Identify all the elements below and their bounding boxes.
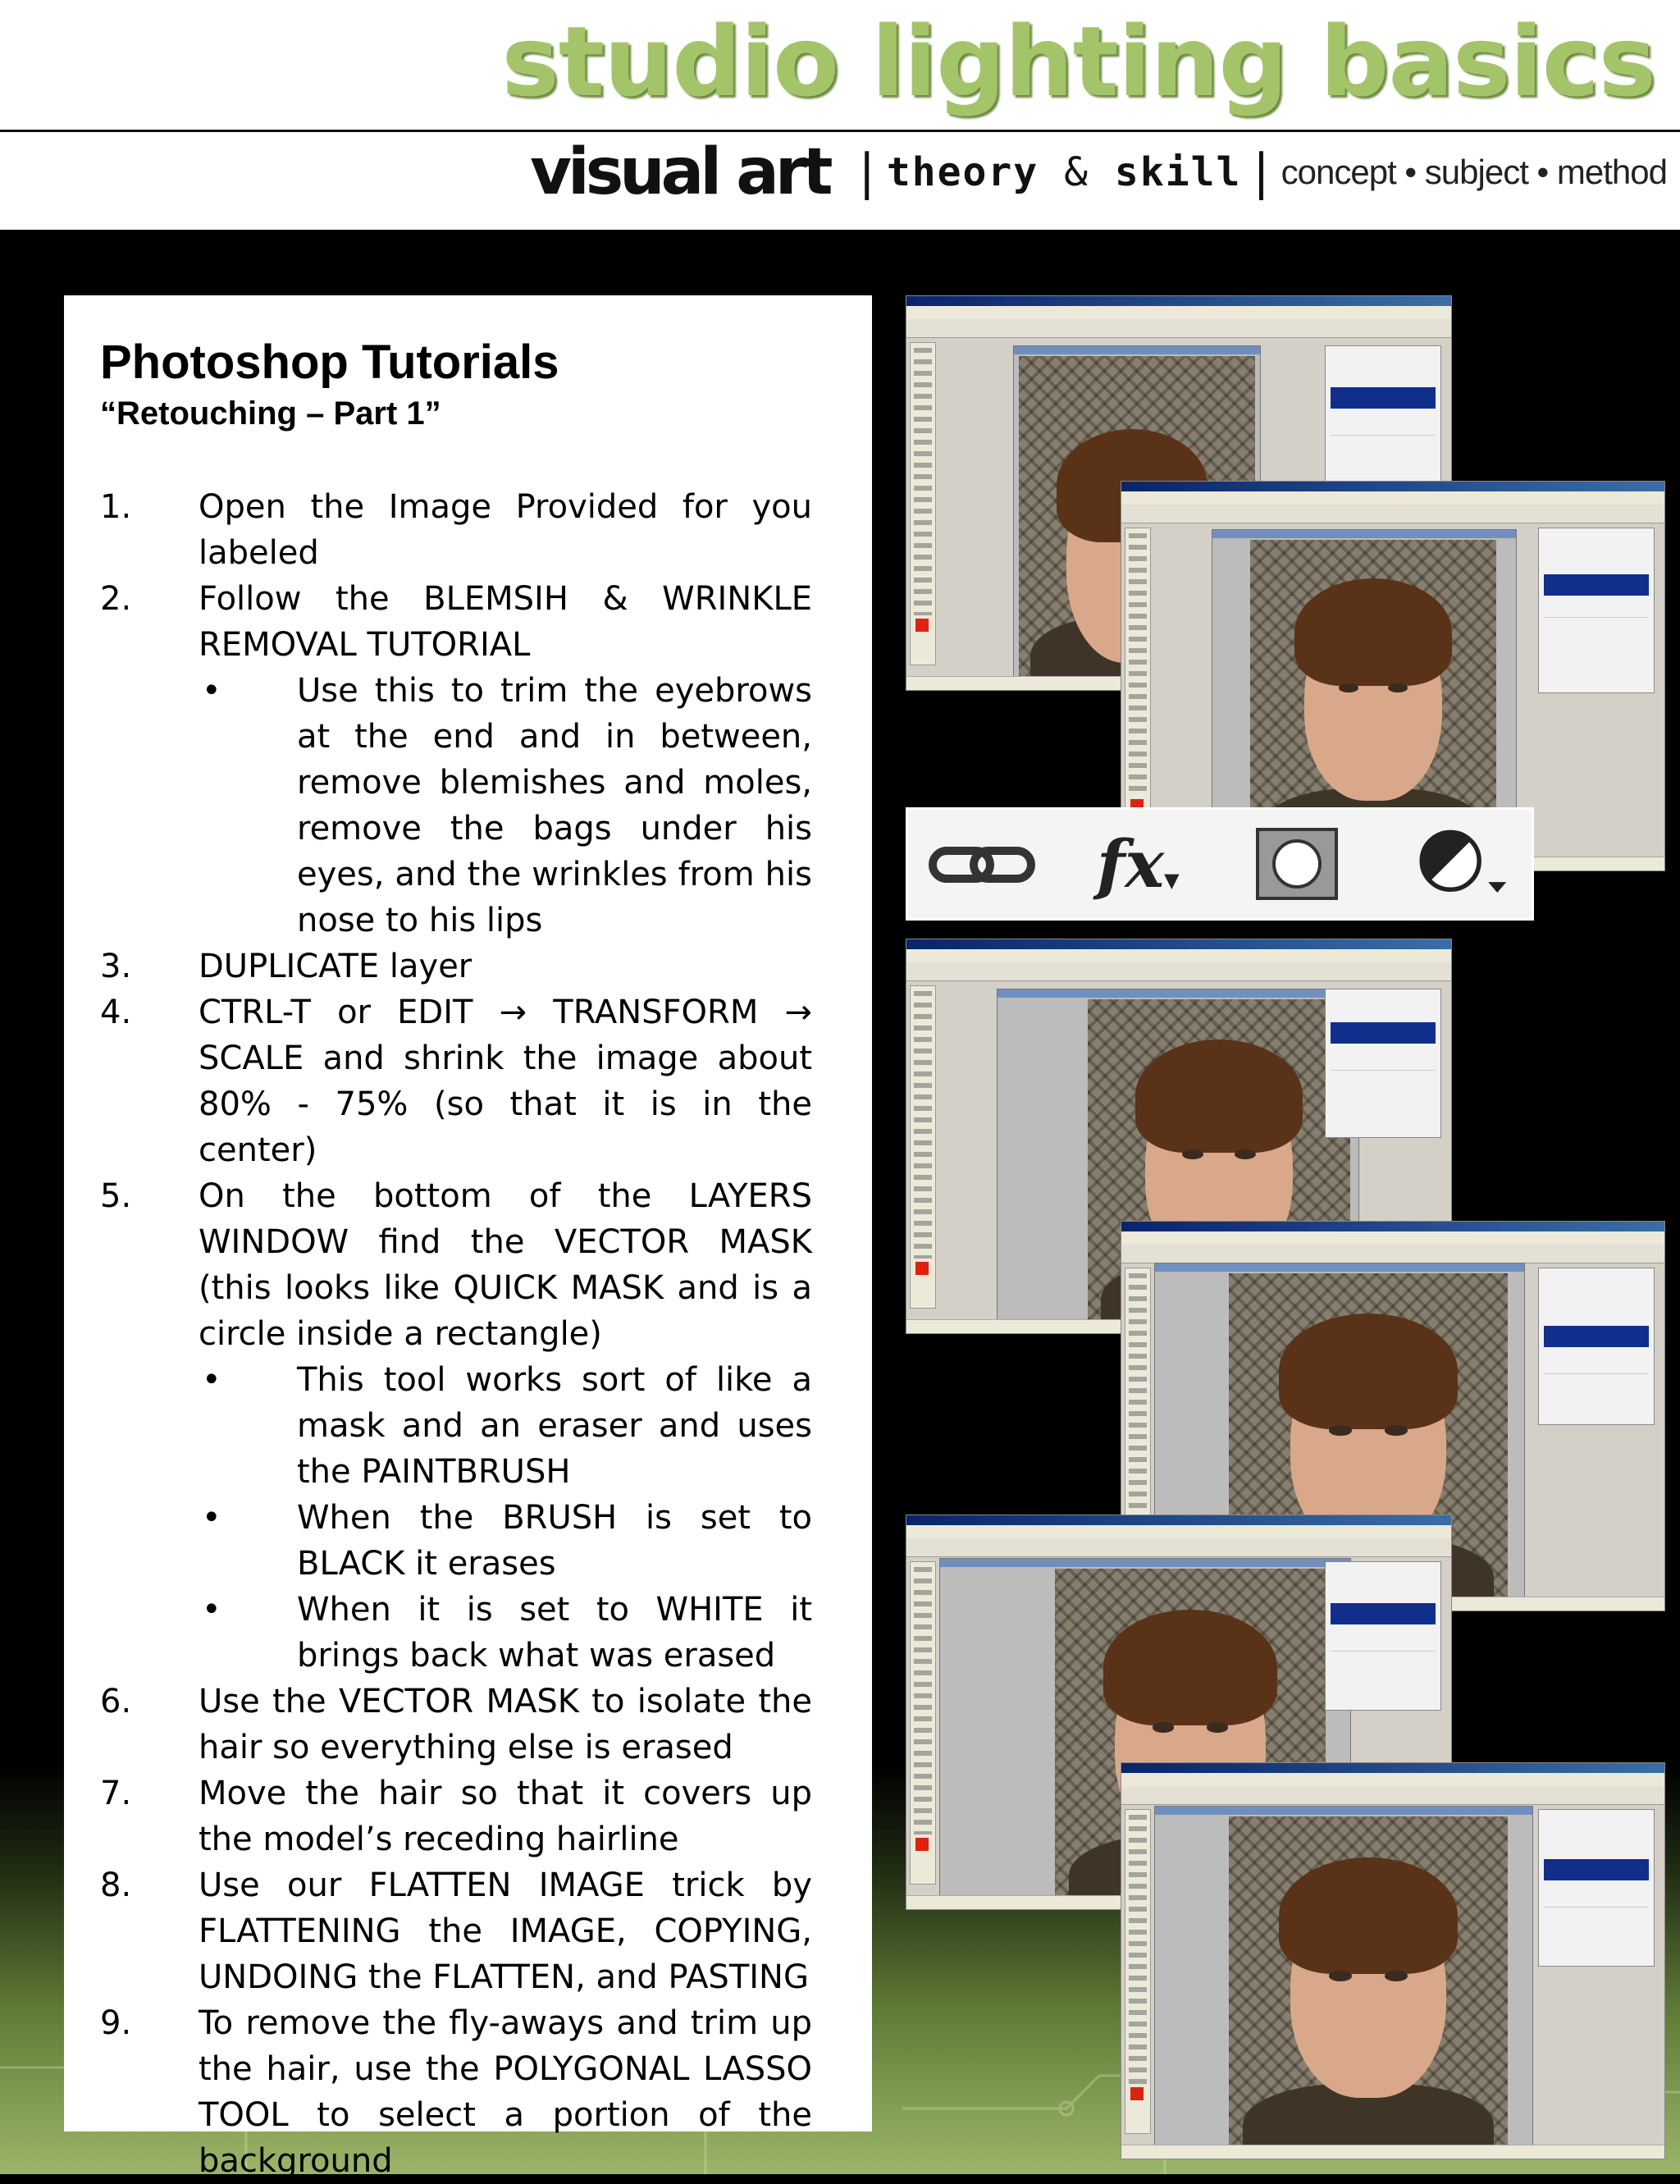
- layers-panel: [1538, 528, 1655, 693]
- list-item: [100, 989, 812, 1173]
- step-text: DUPLICATE layer: [199, 948, 472, 985]
- step-number: 1.: [100, 488, 132, 526]
- vector-mask-icon: [1253, 826, 1343, 902]
- layers-panel: [1325, 1561, 1441, 1711]
- layers-panel: [1325, 989, 1441, 1138]
- step-text: Move the hair so that it covers up the model’s receding hairline: [199, 1775, 812, 1858]
- layer-icon-strip: [906, 807, 1534, 921]
- separator: |: [858, 144, 875, 201]
- window-titlebar: [1121, 482, 1664, 491]
- menu-bar: [906, 1525, 1451, 1539]
- step-text: Follow the BLEMSIH & WRINKLE REMOVAL TUTORIAL: [199, 580, 812, 664]
- adjustment-layer-icon: [1408, 826, 1515, 902]
- options-bar: [906, 1538, 1451, 1557]
- fx-label: fx: [1097, 825, 1165, 902]
- tutorial-panel: [64, 295, 872, 2180]
- tagline-right: skill: [1114, 149, 1242, 195]
- options-bar: [906, 319, 1451, 338]
- tagline-amp: &: [1064, 149, 1090, 195]
- document-titlebar: [998, 989, 1358, 998]
- tutorial-title: Photoshop Tutorials: [100, 336, 559, 389]
- list-bullet: [100, 1495, 812, 1587]
- menu-bar: [1121, 1231, 1664, 1245]
- page-title: studio lighting basics: [501, 5, 1655, 118]
- list-item: [100, 1862, 812, 2000]
- bullet-icon: [199, 1357, 297, 1495]
- menu-bar: [1121, 491, 1664, 505]
- bullet-icon: [199, 1587, 297, 1679]
- brand-row: [530, 135, 1667, 209]
- list-bullet: [100, 668, 812, 944]
- list-item: [100, 1173, 812, 1357]
- separator: |: [1253, 144, 1270, 201]
- options-bar: [1121, 505, 1664, 523]
- options-bar: [906, 962, 1451, 981]
- steps-list: [100, 484, 812, 2184]
- bullet-icon: [199, 668, 297, 944]
- document-window: [1154, 1806, 1533, 2159]
- window-titlebar: [906, 1515, 1451, 1525]
- portrait-photo: [1229, 1816, 1508, 2159]
- list-item: [100, 1679, 812, 1771]
- link-icon: [924, 826, 1039, 902]
- bullet-text: When the BRUSH is set to BLACK it erases: [297, 1499, 812, 1583]
- document-titlebar: [1212, 530, 1516, 538]
- bullet-icon: [199, 1495, 297, 1587]
- step-number: 9.: [100, 2004, 132, 2042]
- window-titlebar: [906, 296, 1451, 306]
- document-titlebar: [1155, 1807, 1532, 1815]
- layers-panel: [1538, 1809, 1655, 1967]
- photoshop-screenshot-6: [1121, 1762, 1665, 2159]
- brand-logo: visual art: [530, 135, 829, 209]
- tutorial-subtitle: “Retouching – Part 1”: [100, 395, 441, 432]
- list-item: [100, 576, 812, 668]
- toolbox: [1125, 528, 1151, 846]
- document-titlebar: [940, 1559, 1350, 1567]
- list-bullet: [100, 1587, 812, 1679]
- toolbox: [910, 985, 936, 1309]
- bullet-text: This tool works sort of like a mask and an eraser and uses the PAINTBRUSH: [297, 1361, 812, 1491]
- status-bar: [1121, 2145, 1664, 2159]
- window-titlebar: [906, 939, 1451, 949]
- step-number: 3.: [100, 948, 132, 985]
- list-bullet: [100, 1357, 812, 1495]
- toolbox: [910, 1561, 936, 1885]
- toolbox: [910, 342, 936, 665]
- tagline: [887, 149, 1242, 195]
- menu-bar: [906, 306, 1451, 320]
- options-bar: [1121, 1786, 1664, 1805]
- menu-bar: [906, 949, 1451, 963]
- bullet-text: Use this to trim the eyebrows at the end and in between, remove blemishes and moles, remove the bags under his eyes, and the wrinkles from his nose to his lips: [297, 672, 812, 939]
- toolbox: [1125, 1809, 1151, 2134]
- step-number: 6.: [100, 1683, 132, 1720]
- list-item: [100, 2000, 812, 2184]
- step-number: 8.: [100, 1866, 132, 1904]
- subtagline: concept • subject • method: [1281, 153, 1667, 191]
- list-item: [100, 1771, 812, 1862]
- step-text: Open the Image Provided for you labeled: [199, 488, 812, 572]
- step-number: 4.: [100, 994, 132, 1031]
- document-titlebar: [1155, 1263, 1524, 1272]
- step-text: CTRL-T or EDIT → TRANSFORM → SCALE and shrink the image about 80% - 75% (so that it is in the center): [199, 994, 812, 1169]
- window-titlebar: [1121, 1763, 1664, 1773]
- fx-icon: fx▼: [1097, 825, 1180, 902]
- layers-panel: [1538, 1268, 1655, 1425]
- step-number: 2.: [100, 580, 132, 618]
- step-text: Use the VECTOR MASK to isolate the hair so everything else is erased: [199, 1683, 812, 1766]
- list-item: [100, 484, 812, 576]
- document-titlebar: [1014, 346, 1260, 354]
- header: [0, 0, 1680, 230]
- step-text: To remove the fly-aways and trim up the hair, use the POLYGONAL LASSO TOOL to select a portion of the background: [199, 2004, 812, 2180]
- tagline-left: theory: [886, 149, 1039, 195]
- window-titlebar: [1121, 1222, 1664, 1231]
- header-rule: [0, 130, 1680, 132]
- options-bar: [1121, 1245, 1664, 1263]
- step-number: 7.: [100, 1775, 132, 1812]
- bullet-text: When it is set to WHITE it brings back what was erased: [297, 1591, 812, 1675]
- step-text: On the bottom of the LAYERS WINDOW find the VECTOR MASK (this looks like QUICK MASK and is a circle inside a rectangle): [199, 1177, 812, 1353]
- menu-bar: [1121, 1773, 1664, 1787]
- step-number: 5.: [100, 1177, 132, 1215]
- step-text: Use our FLATTEN IMAGE trick by FLATTENING the IMAGE, COPYING, UNDOING the FLATTEN, and PASTING: [199, 1866, 812, 1996]
- list-item: [100, 944, 812, 989]
